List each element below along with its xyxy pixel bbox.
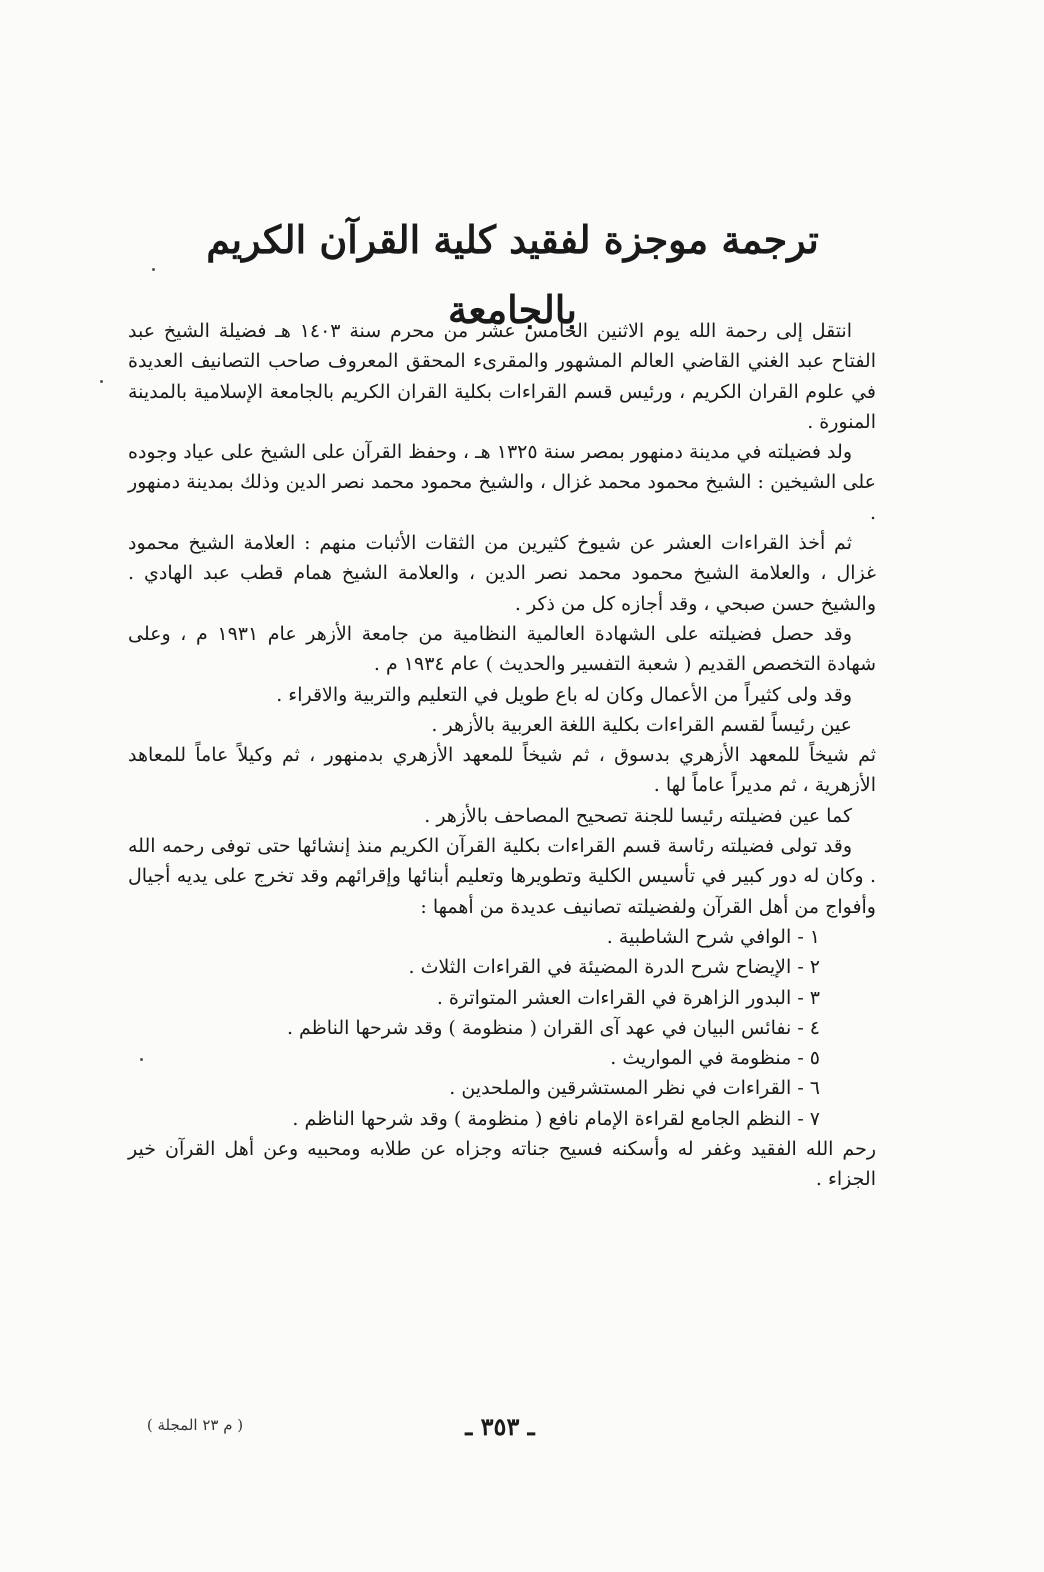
scan-speck [152, 268, 155, 271]
list-item [128, 1073, 876, 1103]
scan-speck [140, 1058, 143, 1061]
works-list [128, 922, 876, 1134]
list-item [128, 1013, 876, 1043]
list-item [128, 1043, 876, 1073]
paragraph-institutes: ثم شيخاً للمعهد الأزهري بدسوق ، ثم شيخاً للمعهد الأزهري بدمنهور ، ثم وكيلاً عاماً للمعاهد الأزهرية ، ثم مديراً عاماً لها . [128, 744, 876, 797]
list-item-text: النظم الجامع لقراءة الإمام نافع ( منظومة ) وقد شرحها الناظم . [292, 1107, 792, 1130]
paragraph-teachers: ثم أخذ القراءات العشر عن شيوخ كثيرين من الثقات الأثبات منهم : العلامة الشيخ محمود غزال ، والعلامة الشيخ محمود محمد نصر الدين ، والعلامة الشيخ همام قطب عبد الهادي . والشيخ حسن صبحي ، وقد أجازه كل من ذكر . [128, 532, 876, 615]
list-item [128, 922, 876, 952]
list-item-text: الإيضاح شرح الدرة المضيئة في القراءات الثلاث . [408, 956, 792, 979]
list-item-number: ٤ - [797, 1016, 820, 1039]
list-item-text: منظومة في المواريث . [610, 1047, 792, 1070]
list-item-text: الوافي شرح الشاطبية . [606, 925, 792, 948]
article-body [128, 316, 876, 1195]
list-item-text: نفائس البيان في عهد آى القران ( منظومة ) وقد شرحها الناظم . [286, 1016, 792, 1039]
list-item [128, 983, 876, 1013]
paragraph-degrees: وقد حصل فضيلته على الشهادة العالمية النظامية من جامعة الأزهر عام ١٩٣١ م ، وعلى شهادة التخصص القديم ( شعبة التفسير والحديث ) عام ١٩٣٤ م . [128, 622, 876, 676]
list-item [128, 1104, 876, 1134]
paragraph-positions: وقد ولى كثيراً من الأعمال وكان له باع طويل في التعليم والتربية والاقراء . [276, 683, 852, 706]
list-item-number: ١ - [797, 925, 820, 948]
list-item-number: ٥ - [797, 1047, 820, 1070]
paragraph-closing-prayer: رحم الله الفقيد وغفر له وأسكنه فسيح جناته وجزاه عن طلابه ومحبيه وعن أهل القرآن خير الجزاء . [128, 1138, 876, 1191]
paragraph-faculty-head: وقد تولى فضيلته رئاسة قسم القراءات بكلية القرآن الكريم منذ إنشائها حتى توفى رحمه الله . وكان له دور كبير في تأسيس الكلية وتطويرها وتعليم أبنائها وإقرائهم وقد تخرج على يديه أجيال وأفواج من أهل القرآن ولفضيلته تصانيف عديدة من أهمها : [128, 835, 876, 918]
article-title: ترجمة موجزة لفقيد كلية القرآن الكريم بالجامعة [206, 217, 819, 332]
paragraph-mushaf-committee: كما عين فضيلته رئيسا للجنة تصحيح المصاحف بالأزهر . [424, 804, 852, 827]
scan-speck [100, 380, 103, 383]
list-item-text: القراءات في نظر المستشرقين والملحدين . [449, 1077, 792, 1100]
paragraph-appointment: عين رئيساً لقسم القراءات بكلية اللغة العربية بالأزهر . [431, 713, 852, 736]
list-item-number: ٢ - [797, 956, 820, 979]
paragraph-death-announcement: انتقل إلى رحمة الله يوم الاثنين الخامس عشر من محرم سنة ١٤٠٣ هـ فضيلة الشيخ عبد الفتاح عبد الغني القاضي العالم المشهور والمقرىء المحقق المعروف صاحب التصانيف العديدة في علوم القران الكريم ، ورئيس قسم القراءات بكلية القران الكريم بالجامعة الإسلامية بالمدينة المنورة . [128, 320, 876, 433]
list-item-text: البدور الزاهرة في القراءات العشر المتواترة . [436, 986, 792, 1009]
list-item-number: ٧ - [797, 1107, 820, 1130]
paragraph-birth: ولد فضيلته في مدينة دمنهور بمصر سنة ١٣٢٥ هـ ، وحفظ القرآن على الشيخ على عياد وجوده على الشيخين : الشيخ محمود محمد غزال ، والشيخ محمود محمد نصر الدين وذلك بمدينة دمنهور . [128, 441, 876, 524]
list-item-number: ٣ - [797, 986, 820, 1009]
list-item-number: ٦ - [797, 1077, 820, 1100]
signature-mark: ( م ٢٣ المجلة ) [146, 1416, 244, 1434]
list-item [128, 952, 876, 982]
page-number: ـ ٣٥٣ ـ [465, 1412, 535, 1441]
